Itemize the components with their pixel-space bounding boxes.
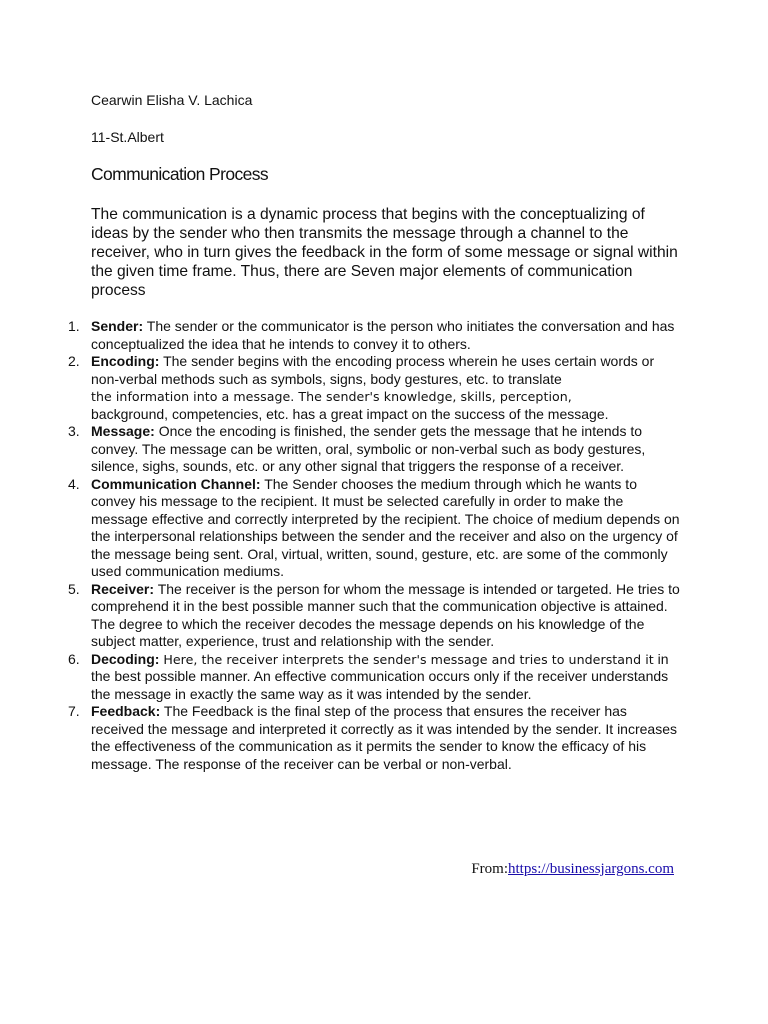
list-item <box>64 703 682 773</box>
item-number: 6. <box>68 650 80 667</box>
item-text: The Feedback is the final step of the process that ensures the receiver has received the message and interpreted it correctly as it was intended by the sender. It increases the effectiveness of the communication as it permits the sender to know the efficacy of his message. The response of the receiver can be verbal or non-verbal. <box>91 703 677 772</box>
intro-paragraph: The communication is a dynamic process that begins with the conceptualizing of ideas by the sender who then transmits the message through a channel to the receiver, who in turn gives the feedback in the form of some message or signal within the given time frame. Thus, there are Seven major elements of communication process <box>91 206 678 299</box>
item-term: Feedback: <box>91 703 161 719</box>
list-item <box>64 353 682 423</box>
source-citation <box>471 861 674 878</box>
source-label: From: <box>471 861 509 877</box>
item-text: The sender or the communicator is the person who initiates the conversation and has conceptualized the idea that he intends to convey it to others. <box>91 318 675 352</box>
item-term: Communication Channel: <box>91 475 261 492</box>
item-number: 3. <box>68 423 80 439</box>
list-item <box>64 581 682 651</box>
item-text: The receiver is the person for whom the message is intended or targeted. He tries to comprehend it in the best possible manner such that the communication objective is attained. The degree to which the receiver decodes the message depends on his knowledge of the subject matter, experience, trust and relationship with the sender. <box>91 580 680 649</box>
item-term: Message: <box>91 423 155 439</box>
item-number: 7. <box>68 703 80 719</box>
item-number: 5. <box>68 580 80 597</box>
item-number: 1. <box>68 318 80 334</box>
source-link[interactable]: https://businessjargons.com <box>508 861 674 877</box>
author-name: Cearwin Elisha V. Lachica <box>91 92 253 108</box>
list-item <box>64 423 682 476</box>
item-text: in the best possible manner. An effective communication occurs only if the receiver understands the message in exactly the same way as it was intended by the sender. <box>91 650 669 702</box>
item-term: Encoding: <box>91 353 160 369</box>
item-term: Decoding: <box>91 650 160 667</box>
list-item <box>64 651 682 704</box>
elements-list <box>64 318 682 773</box>
item-text: Here, the receiver interprets the sender's message and tries to understand it <box>163 651 654 667</box>
item-text: Once the encoding is finished, the sender gets the message that he intends to convey. The message can be written, oral, symbolic or non-verbal such as body gestures, silence, sighs, sounds, etc. or any other signal that triggers the response of a receiver. <box>91 423 646 474</box>
item-text: background, competencies, etc. has a great impact on the success of the message. <box>91 405 609 422</box>
item-number: 2. <box>68 353 80 369</box>
list-item <box>64 476 682 581</box>
item-text: The sender begins with the encoding process wherein he uses certain words or non-verbal methods such as symbols, signs, body gestures, etc. to translate <box>91 353 655 387</box>
item-text: the information into a message. The sender's knowledge, skills, perception, <box>91 389 572 404</box>
item-term: Receiver: <box>91 580 155 597</box>
item-number: 4. <box>68 475 80 492</box>
list-item <box>64 318 682 353</box>
item-term: Sender: <box>91 318 144 334</box>
class-section: 11-St.Albert <box>91 129 164 145</box>
document-title: Communication Process <box>91 164 269 184</box>
item-text: The Sender chooses the medium through which he wants to convey his message to the recipient. It must be selected carefully in order to make the message effective and correctly interpreted by the recipient. The choice of medium depends on the interpersonal relationships between the sender and the receiver and also on the urgency of the message being sent. Oral, virtual, written, sound, gesture, etc. are some of the commonly used communication mediums. <box>91 475 680 579</box>
